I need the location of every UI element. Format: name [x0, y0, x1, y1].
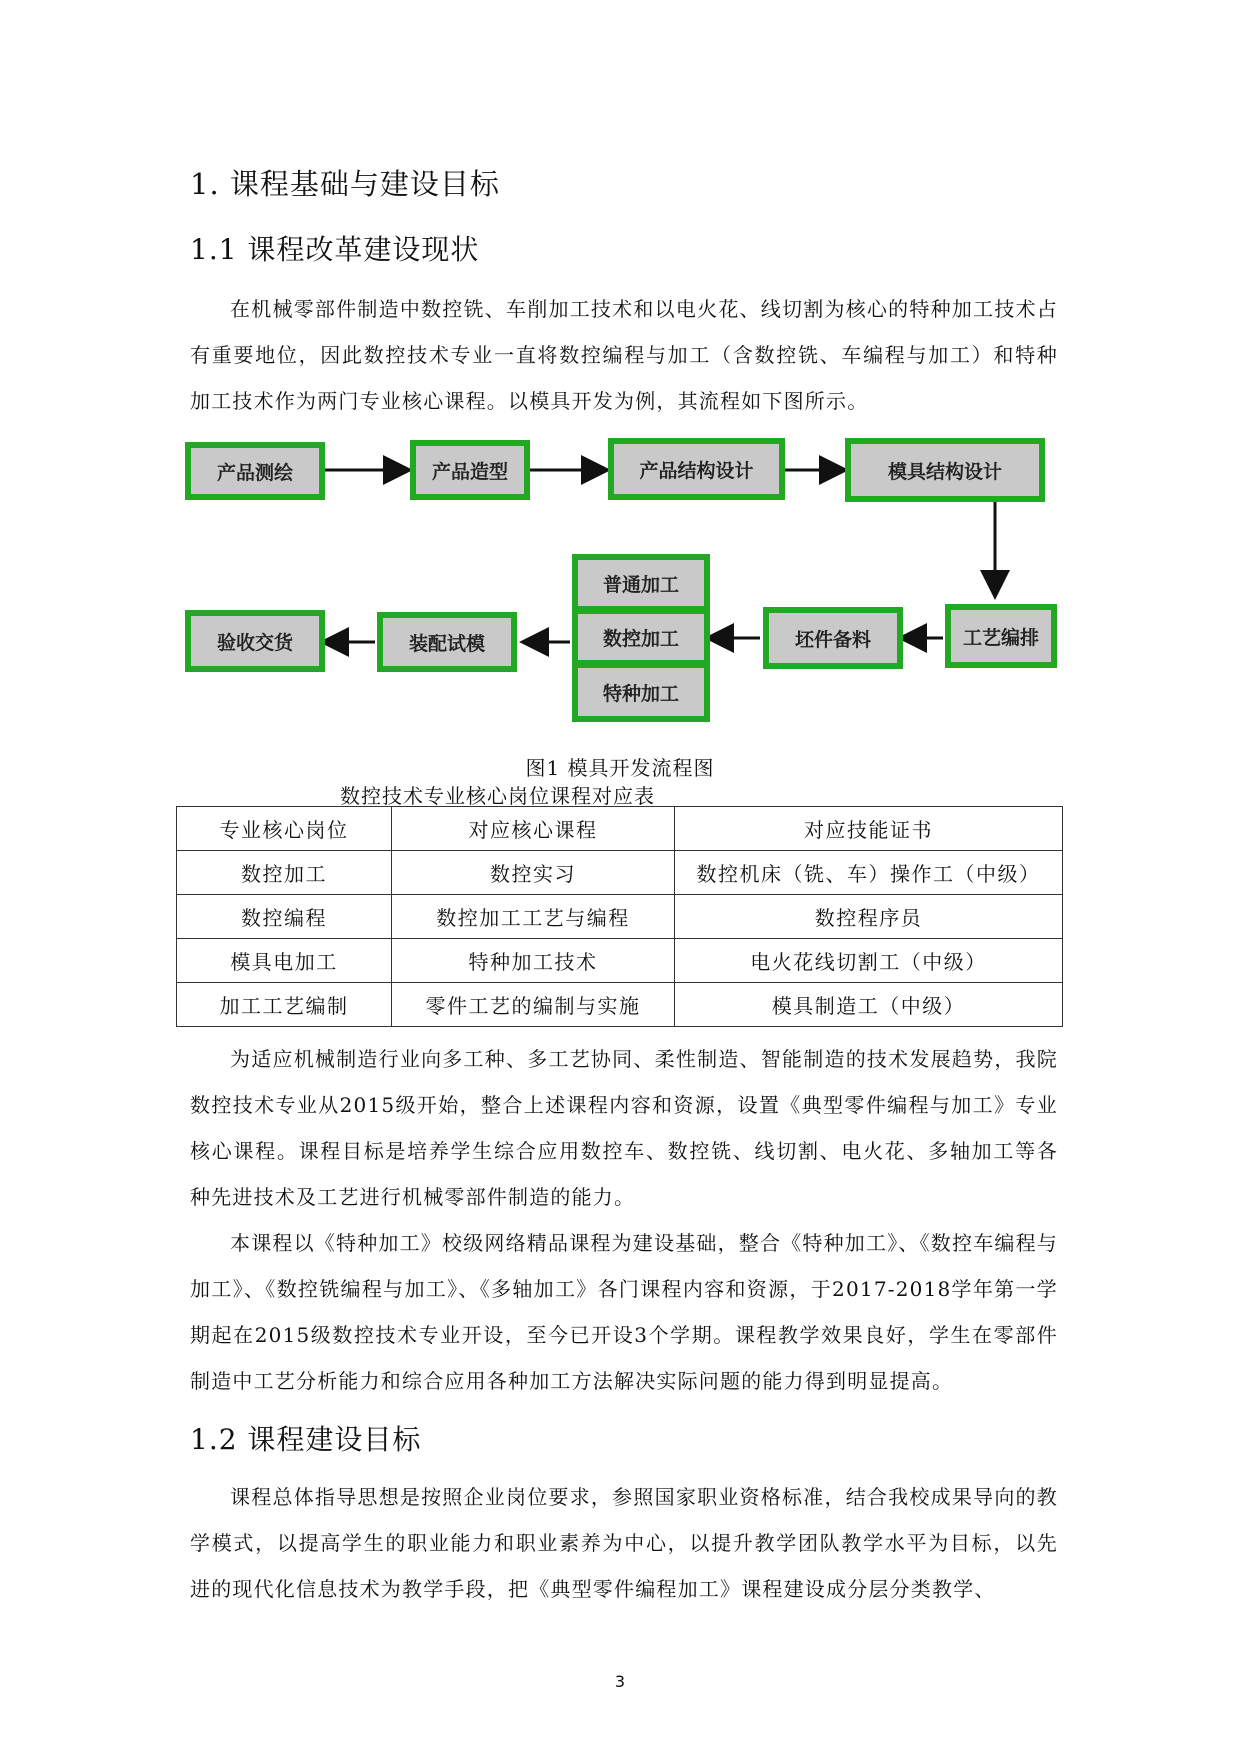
table-cell: 电火花线切割工（中级）: [675, 939, 1063, 983]
flow-node-cnc-machining: 数控加工: [572, 608, 710, 666]
table-cell: 加工工艺编制: [177, 983, 392, 1027]
flow-node-mold-structure-design: 模具结构设计: [845, 438, 1045, 502]
table-header-cell: 专业核心岗位: [177, 807, 392, 851]
section-heading-1-1: 1.1 课程改革建设现状: [190, 233, 480, 266]
table-cell: 零件工艺的编制与实施: [392, 983, 675, 1027]
paragraph-reform-status: 在机械零部件制造中数控铣、车削加工技术和以电火花、线切割为核心的特种加工技术占有重要地位，因此数控技术专业一直将数控编程与加工（含数控铣、车编程与加工）和特种加工技术作为两门专业核心课程。以模具开发为例，其流程如下图所示。: [190, 297, 1058, 413]
table-cell: 数控机床（铣、车）操作工（中级）: [675, 851, 1063, 895]
section-heading-1-2: 1.2 课程建设目标: [190, 1423, 422, 1456]
flow-node-product-modeling: 产品造型: [410, 440, 530, 500]
paragraph-course-goals: 课程总体指导思想是按照企业岗位要求，参照国家职业资格标准，结合我校成果导向的教学模式，以提高学生的职业能力和职业素养为中心，以提升教学团队教学水平为目标，以先进的现代化信息技术为教学手段，把《典型零件编程加工》课程建设成分层分类教学、: [190, 1485, 1058, 1601]
paragraph-course-foundation: 本课程以《特种加工》校级网络精品课程为建设基础，整合《特种加工》、《数控车编程与加工》、《数控铣编程与加工》、《多轴加工》各门课程内容和资源，于2017-2018学年第一学期起在2015级数控技术专业开设，至今已开设3个学期。课程教学效果良好，学生在零部件制造中工艺分析能力和综合应用各种加工方法解决实际问题的能力得到明显提高。: [190, 1231, 1058, 1393]
page-number: 3: [614, 1672, 626, 1691]
flow-node-process-planning: 工艺编排: [945, 604, 1057, 668]
table-header-cell: 对应核心课程: [392, 807, 675, 851]
table-row: [177, 851, 1063, 895]
flow-node-assembly-trial: 装配试模: [377, 612, 517, 672]
mold-development-flowchart: [185, 432, 1065, 722]
table-cell: 数控加工工艺与编程: [392, 895, 675, 939]
paragraph-course-integration: 为适应机械制造行业向多工种、多工艺协同、柔性制造、智能制造的技术发展趋势，我院数控技术专业从2015级开始，整合上述课程内容和资源，设置《典型零件编程与加工》专业核心课程。课程目标是培养学生综合应用数控车、数控铣、线切割、电火花、多轴加工等各种先进技术及工艺进行机械零部件制造的能力。: [190, 1047, 1058, 1209]
flow-node-blank-preparation: 坯件备料: [763, 607, 903, 669]
table-cell: 数控加工: [177, 851, 392, 895]
table-cell: 数控程序员: [675, 895, 1063, 939]
flow-node-acceptance-delivery: 验收交货: [185, 610, 325, 672]
table-row: [177, 939, 1063, 983]
flow-node-conventional-machining: 普通加工: [572, 554, 710, 612]
core-course-table: [176, 806, 1063, 1027]
table-header-row: [177, 807, 1063, 851]
flow-node-product-structure-design: 产品结构设计: [608, 438, 785, 500]
table-cell: 数控实习: [392, 851, 675, 895]
table-row: [177, 895, 1063, 939]
figure-caption: 图1 模具开发流程图: [525, 756, 715, 780]
table-cell: 模具电加工: [177, 939, 392, 983]
table-cell: 数控编程: [177, 895, 392, 939]
table-cell: 模具制造工（中级）: [675, 983, 1063, 1027]
flow-node-product-survey: 产品测绘: [185, 442, 325, 500]
table-cell: 特种加工技术: [392, 939, 675, 983]
table-header-cell: 对应技能证书: [675, 807, 1063, 851]
table-row: [177, 983, 1063, 1027]
flow-node-special-machining: 特种加工: [572, 662, 710, 722]
section-heading-1: 1. 课程基础与建设目标: [190, 167, 500, 201]
table-title: 数控技术专业核心岗位课程对应表: [340, 784, 655, 808]
